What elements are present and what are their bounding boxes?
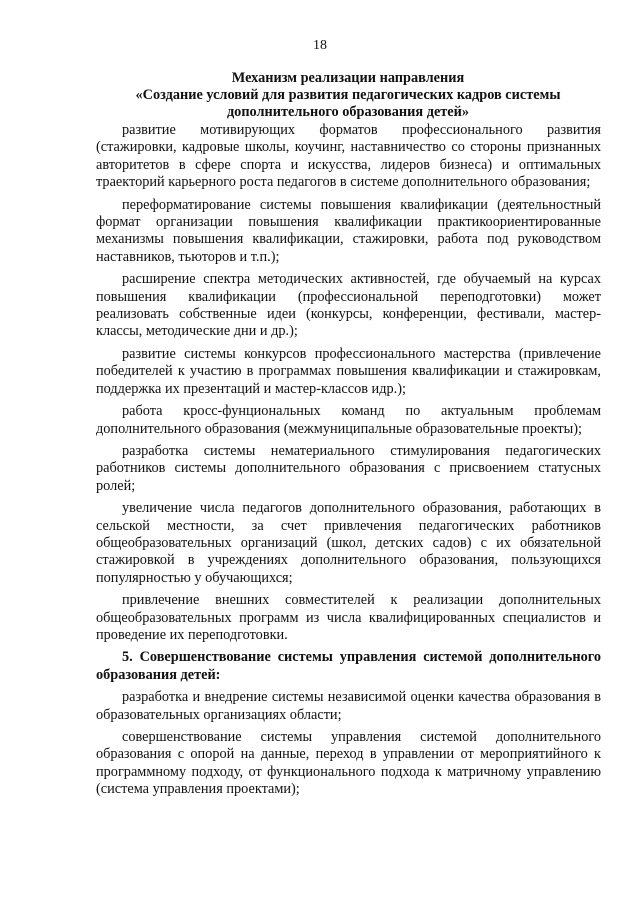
heading-line-1: Механизм реализации направления: [231, 70, 465, 86]
paragraph: работа кросс-фунциональных команд по актуальным проблемам дополнительного образования (межмуниципальные образовательные проекты);: [96, 403, 601, 437]
paragraph: разработка и внедрение системы независимой оценки качества образования в образовательных организациях области;: [96, 689, 601, 723]
paragraph: развитие мотивирующих форматов профессионального развития (стажировки, кадровые школы, коучинг, наставничество со стороны признанных авторитетов в сфере спорта и искусства, лидеров бизнеса) и оптимальных траекторий карьерного роста педагогов в системе дополнительного образования;: [96, 122, 601, 191]
paragraph: расширение спектра методических активностей, где обучаемый на курсах повышения квалификации (профессиональной переподготовки) может реализовать собственные идеи (конкурсы, конференции, фестивали, мастер-классы, методические дни и др.);: [96, 271, 601, 340]
section-5-heading: 5. Совершенствование системы управления системой дополнительного образования детей:: [96, 649, 601, 683]
heading-line-2: «Создание условий для развития педагогических кадров системы дополнительного образования детей»: [135, 87, 561, 120]
paragraph: развитие системы конкурсов профессионального мастерства (привлечение победителей к участию в программах повышения квалификации и стажировкам, поддержка их презентаций и мастер-классов идр.);: [96, 345, 601, 397]
paragraph: переформатирование системы повышения квалификации (деятельностный формат организации повышения квалификации практикоориентированные механизмы повышения квалификации, стажировки, работа под руководством наставников, тьюторов и т.п.);: [96, 196, 601, 265]
paragraph: совершенствование системы управления системой дополнительного образования с опорой на данные, переход в управлении от мероприятийного к программному подходу, от функционального подхода к матричному управлению (система управления проектами);: [96, 729, 601, 798]
page-number: 18: [313, 38, 327, 53]
document-body: [96, 122, 601, 804]
paragraph: привлечение внешних совместителей к реализации дополнительных общеобразовательных программ из числа квалифицированных специалистов и проведение их переподготовки.: [96, 592, 601, 643]
paragraph: увеличение числа педагогов дополнительного образования, работающих в сельской местности, за счет привлечения педагогических работников общеобразовательных организаций (школ, детских садов) с их обязательной стажировкой в учреждениях дополнительного образования, пользующихся популярностью у обучающихся;: [96, 500, 601, 586]
section-heading: [96, 70, 600, 121]
paragraph: разработка системы нематериального стимулирования педагогических работников системы дополнительного образования с присвоением статусных ролей;: [96, 442, 601, 494]
